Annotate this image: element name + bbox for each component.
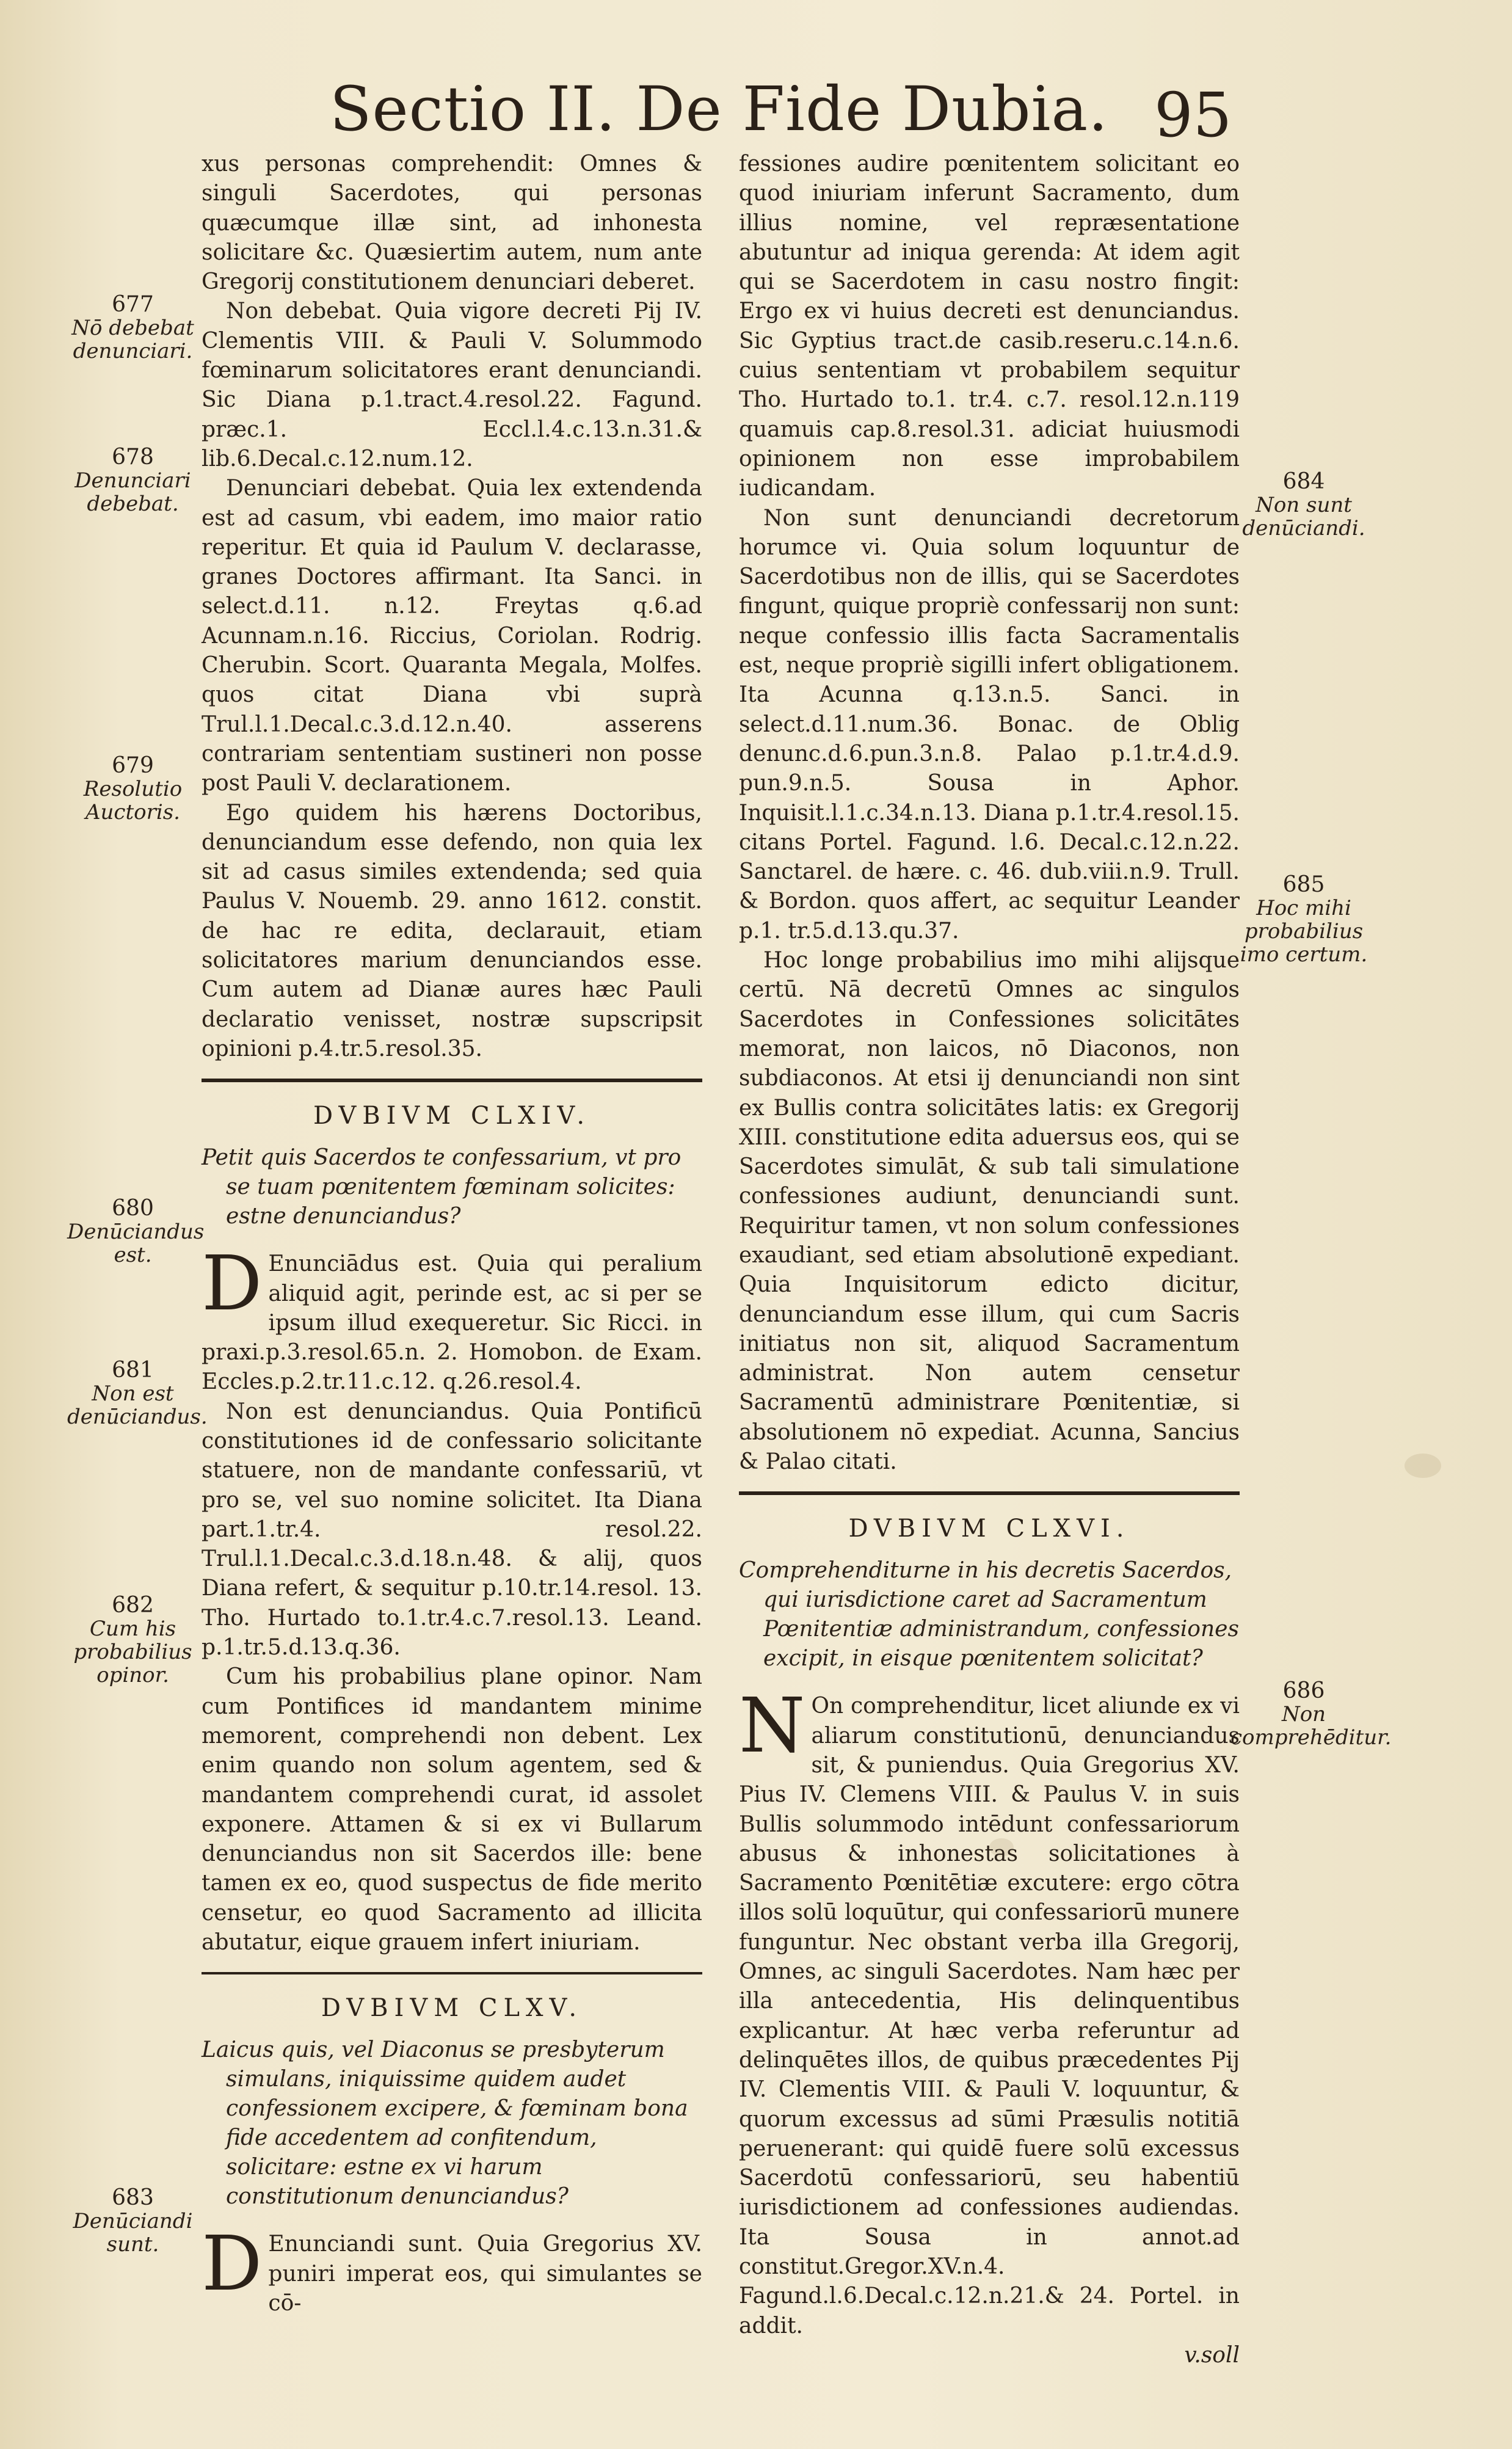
- drop-cap: D: [202, 1240, 263, 1328]
- note-label: Cum his probabilius opinor.: [73, 1617, 192, 1687]
- drop-cap: N: [739, 1682, 805, 1770]
- paragraph: Enunciādus est. Quia qui peralium aliquid agit, perinde est, ac si per se ipsum illud exequeretur. Sic Ricci. in praxi.p.3.resol.65.n. 2. Homobon. de Exam. Eccles.p.2.tr.11.c.12. q.26.resol.4.: [202, 1251, 702, 1395]
- margin-note: [67, 2186, 198, 2256]
- note-number: 686: [1282, 1678, 1325, 1703]
- paragraph: xus personas comprehendit: Omnes & singuli Sacerdotes, qui personas quæcumque illæ sint, ad inhonesta solicitare &c. Quæsiertim autem, num ante Gregorij constitutionem denunciari deberet.: [202, 151, 702, 295]
- note-number: 682: [112, 1593, 154, 1618]
- margin-note: [1230, 1678, 1392, 1750]
- note-number: 684: [1282, 469, 1325, 494]
- paragraph: Ego quidem his hærens Doctoribus, denunciandum esse defendo, non quia lex sit ad casus similes extendenda; sed quia Paulus V. Nouemb. 29. anno 1612. constit. de hac re edita, declarauit, etiam solicitatores marium denunciandos esse. Cum autem ad Dianæ aures hæc Pauli declaratio venisset, nostræ supscripsit opinioni p.4.tr.5.resol.35.: [202, 800, 702, 1061]
- note-label: Non comprehēditur.: [1230, 1702, 1392, 1750]
- note-label: Non sunt denūciandi.: [1242, 493, 1365, 540]
- question-text: Petit quis Sacerdos te confessarium, vt pro se tuam pœnitentem fœminam solicites: estne denunciandus?: [202, 1145, 681, 1229]
- paragraph: Non est denunciandus. Quia Pontificū constitutiones id de confessario solicitante statuere, non de mandante confessariū, vt pro se, vel suo nomine solicitet. Ita Diana part.1.tr.4. resol.22. Trul.l.1.Decal.c.3.d.18.n.48. & alij, quos Diana refert, & sequitur p.10.tr.14.resol. 13. Tho. Hurtado to.1.tr.4.c.7.resol.13. Leand. p.1.tr.5.d.13.q.36.: [202, 1399, 702, 1661]
- note-number: 677: [112, 292, 154, 317]
- question-text: Comprehenditurne in his decretis Sacerdos, qui iurisdictione caret ad Sacramentum Pœnitentiæ administrandum, confessiones excipit, in eisque pœnitentem solicitat?: [739, 1558, 1239, 1672]
- catchword: v.soll: [1184, 2342, 1240, 2368]
- margin-note: [67, 446, 198, 515]
- note-number: 681: [112, 1358, 154, 1383]
- note-label: Denūciandi sunt.: [73, 2209, 193, 2257]
- note-label: Non est denūciandus.: [67, 1381, 208, 1429]
- note-number: 678: [112, 445, 154, 470]
- dubium-question: [739, 1556, 1240, 1673]
- section-divider: [739, 1491, 1240, 1495]
- paragraph: fessiones audire pœnitentem solicitant eo quod iniuriam inferunt Sacramento, dum illius nomine, vel repræsentatione abutuntur ad iniqua gerenda: At idem agit qui se Sacerdotem in casu nostro fingit: Ergo ex vi huius decreti est denunciandus. Sic Gyptius tract.de casib.reseru.c.14.n.6. cuius sententiam vt probabilem sequitur Tho. Hurtado to.1. tr.4. c.7. resol.12.n.119 quamuis cap.8.resol.31. adiciat huiusmodi opinionem non esse improbabilem iudicandam.: [739, 151, 1240, 501]
- paragraph: Denunciari debebat. Quia lex extendenda est ad casum, vbi eadem, imo maior ratio reperitur. Et quia id Paulum V. declarasse, granes Doctores affirmant. Ita Sanci. in select.d.11. n.12. Freytas q.6.ad Acunnam.n.16. Riccius, Coriolan. Rodrig. Cherubin. Scort. Quaranta Megala, Molfes. quos citat Diana vbi suprà Trul.l.1.Decal.c.3.d.12.n.40. asserens contrariam sententiam sustineri non posse post Pauli V. declarationem.: [202, 476, 702, 796]
- margin-note: [67, 754, 198, 824]
- page-number: 95: [1154, 79, 1232, 151]
- running-title: Sectio II. De Fide Dubia.: [330, 73, 1108, 145]
- dubium-heading: DVBIVM CLXIV.: [313, 1102, 591, 1130]
- paragraph: Non sunt denunciandi decretorum horumce vi. Quia solum loquuntur de Sacerdotibus non de illis, qui se Sacerdotes fingunt, quique propriè confessarij non sunt: neque confessio illis facta Sacramentalis est, neque propriè sigilli infert obligationem. Ita Acunna q.13.n.5. Sanci. in select.d.11.num.36. Bonac. de Oblig denunc.d.6.pun.3.n.8. Palao p.1.tr.4.d.9. pun.9.n.5. Sousa in Aphor. Inquisit.l.1.c.34.n.13. Diana p.1.tr.4.resol.15. citans Portel. Fagund. l.6. Decal.c.12.n.22. Sanctarel. de hære. c. 46. dub.viii.n.9. Trull. & Bordon. quos affert, ac sequitur Leander p.1. tr.5.d.13.qu.37.: [739, 505, 1240, 944]
- note-label: Denunciari debebat.: [75, 468, 191, 516]
- section-divider: [202, 1972, 702, 1974]
- paragraph: Cum his probabilius plane opinor. Nam cum Pontifices id mandantem minime memorent, comprehendi non debent. Lex enim quando non solum agentem, sed & mandantem comprehendi curat, id assolet exponere. Attamen & si ex vi Bullarum denunciandus non sit Sacerdos ille: bene tamen ex eo, quod suspectus de fide merito censetur, eo quod Sacramento ad illicita abutatur, eique grauem infert iniuriam.: [202, 1664, 702, 1956]
- dubium-question: [202, 2036, 702, 2211]
- margin-note: [1230, 873, 1377, 966]
- margin-note: [1230, 470, 1377, 540]
- dubium-heading: DVBIVM CLXV.: [321, 1994, 583, 2023]
- paragraph: Enunciandi sunt. Quia Gregorius XV. puniri imperat eos, qui simulantes se cō-: [268, 2232, 702, 2316]
- note-label: Nō debebat denunciari.: [71, 316, 194, 363]
- section-divider: [202, 1079, 702, 1082]
- left-column: [202, 150, 702, 2318]
- question-text: Laicus quis, vel Diaconus se presbyterum simulans, iniquissime quidem audet confessionem excipere, & fœminam bona fide accedentem ad confitendum, solicitare: estne ex vi harum constitutionum denunciandus?: [202, 2037, 688, 2210]
- note-number: 679: [112, 753, 154, 778]
- margin-note: [67, 293, 198, 363]
- note-number: 683: [112, 2185, 154, 2210]
- drop-cap: D: [202, 2220, 263, 2309]
- paragraph: On comprehenditur, licet aliunde ex vi aliarum constitutionū, denunciandus sit, & puniendus. Quia Gregorius XV. Pius IV. Clemens VIII. & Paulus V. in suis Bullis solummodo intēdunt confessariorum abusus & inhonestas solicitationes à Sacramento Pœnitētiæ excutere: ergo cōtra illos solū loquūtur, qui confessariorū munere funguntur. Nec obstant verba illa Gregorij, Omnes, ac singuli Sacerdotes. Nam hæc per illa antecedentia, His delinquentibus explicantur. At hæc verba referuntur ad delinquētes illos, de quibus præcedentes Pij IV. Clementis VIII. & Pauli V. loquuntur, & quorum excessus ad sūmi Præsulis notitiā peruenerant: qui quidē fuere solū excessus Sacerdotū confessariorū, seu habentiū iurisdictionem ad confessiones audiendas. Ita Sousa in annot.ad constitut.Gregor.XV.n.4. Fagund.l.6.Decal.c.12.n.21.& 24. Portel. in addit.: [739, 1694, 1240, 2338]
- note-number: 680: [112, 1196, 154, 1221]
- note-number: 685: [1282, 872, 1325, 897]
- note-label: Denūciandus est.: [67, 1220, 205, 1267]
- ink-blot: [1405, 1454, 1441, 1478]
- margin-note: [67, 1358, 208, 1429]
- right-column: [739, 150, 1240, 2370]
- note-label: Resolutio Auctoris.: [83, 777, 183, 824]
- paragraph: Hoc longe probabilius imo mihi alijsque certū. Nā decretū Omnes ac singulos Sacerdotes in Confessiones solicitātes memorat, non laicos, nō Diaconos, non subdiaconos. At etsi ij denunciandi non sint ex Bullis contra solicitātes latis: ex Gregorij XIII. constitutione edita aduersus eos, qui se Sacerdotes simulāt, & sub tali simulatione confessiones audiunt, denunciandi sunt. Requiritur tamen, vt non solum confessiones exaudiant, sed etiam absolutionē expediant. Quia Inquisitorum edicto dicitur, denunciandum esse illum, qui cum Sacris initiatus non sit, aliquod Sacramentum administrat. Non autem censetur Sacramentū administrare Pœnitentiæ, si absolutionem nō expediat. Acunna, Sancius & Palao citati.: [739, 948, 1240, 1475]
- dubium-question: [202, 1143, 702, 1231]
- margin-note: [67, 1594, 198, 1687]
- dubium-heading: DVBIVM CLXVI.: [848, 1515, 1130, 1543]
- paragraph: Non debebat. Quia vigore decreti Pij IV. Clementis VIII. & Pauli V. Solummodo fœminarum solicitatores erant denunciandi. Sic Diana p.1.tract.4.resol.22. Fagund. præc.1. Eccl.l.4.c.13.n.31.& lib.6.Decal.c.12.num.12.: [202, 299, 702, 471]
- note-label: Hoc mihi probabilius imo certum.: [1240, 896, 1368, 967]
- margin-note: [67, 1196, 205, 1267]
